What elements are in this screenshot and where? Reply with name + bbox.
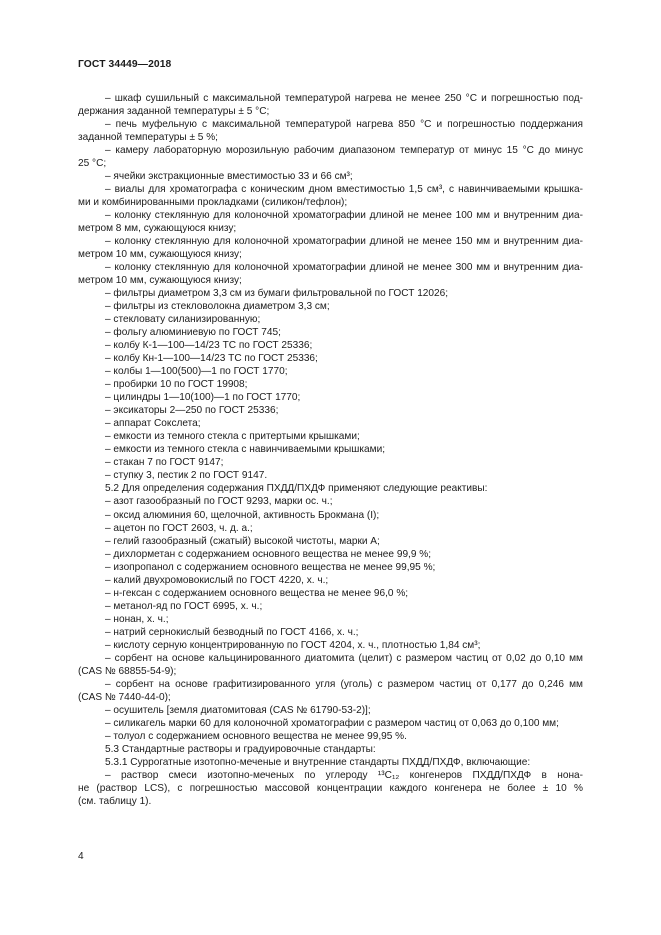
text-line: – виалы для хроматографа с коническим дном вместимостью 1,5 см³, с навинчиваемыми крышка- [105,184,583,196]
text-line: – емкости из темного стекла с притертыми крышками; [105,431,360,443]
text-line: (см. таблицу 1). [78,795,152,807]
text-line: – печь муфельную с максимальной температурой нагрева 850 °С и погрешностью поддержания [105,119,583,131]
document-header: ГОСТ 34449—2018 [78,59,172,70]
text-line: метром 10 мм, сужающуюся книзу; [78,249,242,261]
text-line: метром 10 мм, сужающуюся книзу; [78,275,242,287]
text-line: 5.3 Стандартные растворы и градуировочные стандарты: [105,743,376,755]
text-line: – емкости из темного стекла с навинчиваемыми крышками; [105,444,386,456]
text-line: – азот газообразный по ГОСТ 9293, марки ос. ч.; [105,496,333,508]
text-line: – сорбент на основе кальцинированного диатомита (целит) с размером частиц от 0,02 до 0,10 мм [105,652,583,664]
text-line: – колбы 1—100(500)—1 по ГОСТ 1770; [105,366,288,378]
text-line: – аппарат Сокслета; [105,418,201,430]
text-line: – фильтры из стекловолокна диаметром 3,3 см; [105,301,330,313]
text-line: ми и комбинированными прокладками (силикон/тефлон); [78,197,348,209]
text-line: метром 8 мм, сужающуюся книзу; [78,223,237,235]
text-line: – оксид алюминия 60, щелочной, активность Брокмана (I); [105,509,380,521]
text-line: – н-гексан с содержанием основного вещества не менее 96,0 %; [105,587,409,599]
text-line: 5.3.1 Суррогатные изотопно-меченые и внутренние стандарты ПХДД/ПХДФ, включающие: [105,756,531,768]
text-line: – фольгу алюминиевую по ГОСТ 745; [105,327,281,339]
text-line: – силикагель марки 60 для колоночной хроматографии с размером частиц от 0,063 до 0,100 мм; [105,717,559,729]
text-line: – фильтры диаметром 3,3 см из бумаги фильтровальной по ГОСТ 12026; [105,288,449,300]
text-line: – колонку стеклянную для колоночной хроматографии длиной не менее 150 мм и внутренним диа- [105,236,583,248]
text-line: – осушитель [земля диатомитовая (CAS № 61790-53-2)]; [105,704,371,716]
text-line: – колбу К-1—100—14/23 ТС по ГОСТ 25336; [105,340,313,352]
text-line: – натрий сернокислый безводный по ГОСТ 4166, х. ч.; [105,626,359,638]
text-line: держания заданной температуры ± 5 °С; [78,106,270,118]
text-line: – колонку стеклянную для колоночной хроматографии длиной не менее 100 мм и внутренним диа- [105,210,583,222]
text-line: заданной температуры ± 5 %; [78,132,218,144]
text-line: – метанол-яд по ГОСТ 6995, х. ч.; [105,600,263,612]
text-line: – стакан 7 по ГОСТ 9147; [105,457,224,469]
text-line: – изопропанол с содержанием основного вещества не менее 99,95 %; [105,561,436,573]
text-line: – ацетон по ГОСТ 2603, ч. д. а.; [105,522,253,534]
text-line: – эксикаторы 2—250 по ГОСТ 25336; [105,405,279,417]
text-line: не (раствор LCS), с погрешностью массовой концентрации каждого конгенера не более ± 10 % [78,782,583,794]
text-line: – толуол с содержанием основного вещества не менее 99,95 %. [105,730,407,742]
text-line: (CAS № 68855-54-9); [78,665,177,677]
text-line: – стекловату силанизированную; [105,314,261,326]
text-line: – сорбент на основе графитизированного угля (уголь) с размером частиц от 0,177 до 0,246 мм [105,678,583,690]
text-line: – нонан, х. ч.; [105,613,169,625]
text-line: – калий двухромовокислый по ГОСТ 4220, х. ч.; [105,574,329,586]
text-line: – ступку 3, пестик 2 по ГОСТ 9147. [105,470,268,482]
text-line: – ячейки экстракционные вместимостью 33 и 66 см³; [105,171,353,183]
text-line: – колонку стеклянную для колоночной хроматографии длиной не менее 300 мм и внутренним диа- [105,262,583,274]
text-line: – колбу Кн-1—100—14/23 ТС по ГОСТ 25336; [105,353,318,365]
text-line: – пробирки 10 по ГОСТ 19908; [105,379,248,391]
text-line: – камеру лабораторную морозильную рабочим диапазоном температур от минус 15 °С до минус [105,145,583,157]
page-number: 4 [78,851,84,862]
text-line: – шкаф сушильный с максимальной температурой нагрева не менее 250 °С и погрешностью под- [105,93,583,104]
text-line: (CAS № 7440-44-0); [78,691,171,703]
document-body [78,92,583,808]
text-line: 5.2 Для определения содержания ПХДД/ПХДФ применяют следующие реактивы: [105,483,488,495]
text-line: – дихлорметан с содержанием основного вещества не менее 99,9 %; [105,548,432,560]
text-line: – раствор смеси изотопно-меченых по углероду ¹³C₁₂ конгенеров ПХДД/ПХДФ в нона- [105,769,583,781]
text-line: – цилиндры 1—10(100)—1 по ГОСТ 1770; [105,392,301,404]
text-line: – кислоту серную концентрированную по ГОСТ 4204, х. ч., плотностью 1,84 см³; [105,639,481,651]
text-line: 25 °С; [78,158,107,170]
text-line: – гелий газообразный (сжатый) высокой чистоты, марки А; [105,535,380,547]
